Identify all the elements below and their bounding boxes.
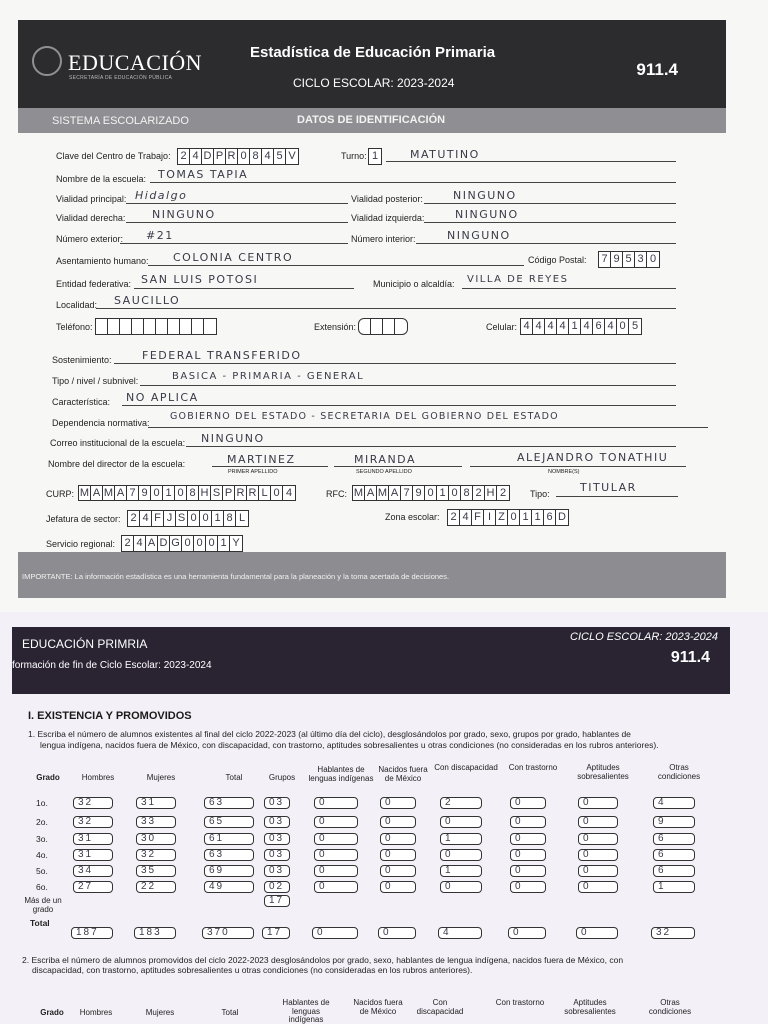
rfc-char: 2 xyxy=(473,486,485,500)
cell-discapacidad[interactable]: 0 xyxy=(440,849,482,861)
municipio-value[interactable]: VILLA DE REYES xyxy=(467,274,569,285)
cp-char: 0 xyxy=(649,253,657,265)
sostenimiento-value[interactable]: FEDERAL TRANSFERIDO xyxy=(142,349,302,362)
servicio-char: 1 xyxy=(218,536,230,551)
servicio-char: 0 xyxy=(194,536,206,551)
question-1-line2: lengua indígena, nacidos fuera de México, con discapacidad, con trastorno, aptitudes sobresalientes u otras condiciones (no consideradas en los rubros anteriores). xyxy=(40,740,659,750)
total-aptitudes[interactable]: 0 xyxy=(576,927,618,939)
sostenimiento-label: Sostenimiento: xyxy=(52,355,112,365)
rfc-char: 9 xyxy=(413,486,425,500)
cp-char: 7 xyxy=(599,252,611,267)
cp-char: 3 xyxy=(635,252,647,267)
tipo-value[interactable]: BASICA - PRIMARIA - GENERAL xyxy=(172,371,365,382)
vial-izquierda-label: Vialidad izquierda: xyxy=(351,213,425,223)
zona-char: F xyxy=(472,510,484,525)
curp-char: 0 xyxy=(151,486,163,500)
cell-total[interactable]: 65 xyxy=(204,816,254,828)
rfc-char: 0 xyxy=(425,486,437,500)
entidad-label: Entidad federativa: xyxy=(56,279,132,289)
telefono-char xyxy=(96,319,108,334)
cell-discapacidad[interactable]: 0 xyxy=(440,816,482,828)
cell-grupos[interactable]: 03 xyxy=(264,865,290,877)
cell-trastorno[interactable]: 0 xyxy=(510,865,546,877)
clave-char: 4 xyxy=(262,149,274,164)
curp-char: L xyxy=(259,486,271,500)
cell-aptitudes[interactable]: 0 xyxy=(578,797,618,809)
servicio-char: 0 xyxy=(206,536,218,551)
tipo-director-label: Tipo: xyxy=(530,489,550,499)
celular-label: Celular: xyxy=(486,322,518,332)
turno-name[interactable]: MATUTINO xyxy=(410,148,480,161)
num-int-value[interactable]: NINGUNO xyxy=(447,229,511,242)
telefono-label: Teléfono: xyxy=(56,322,93,332)
cell-hombres[interactable]: 31 xyxy=(73,833,113,845)
column-header-2: Con discapacidad xyxy=(416,998,464,1016)
total-nacidos[interactable]: 0 xyxy=(378,927,416,939)
cell-otras[interactable]: 9 xyxy=(653,816,695,828)
cell-discapacidad[interactable]: 1 xyxy=(440,865,482,877)
localidad-label: Localidad: xyxy=(56,300,98,310)
zona-char: 1 xyxy=(520,510,532,525)
zona-char: I xyxy=(484,510,496,525)
zona-char: 4 xyxy=(460,510,472,525)
clave-char: P xyxy=(214,149,226,164)
vial-derecha-value[interactable]: NINGUNO xyxy=(152,208,216,221)
cp-field[interactable] xyxy=(598,251,660,268)
cell-nacidos[interactable]: 0 xyxy=(380,849,416,861)
page-title: Estadística de Educación Primaria xyxy=(250,44,496,61)
grade-label: 1o. xyxy=(36,798,48,808)
curp-char: 0 xyxy=(175,486,187,500)
zona-field[interactable] xyxy=(447,509,569,526)
page1-header xyxy=(18,20,726,108)
jefatura-char: 0 xyxy=(200,511,212,526)
zona-label: Zona escolar: xyxy=(385,512,440,522)
servicio-char: 2 xyxy=(122,536,134,551)
cell-mujeres[interactable]: 22 xyxy=(136,881,176,893)
cell-grupos[interactable]: 02 xyxy=(264,881,290,893)
cell-aptitudes[interactable]: 0 xyxy=(578,816,618,828)
column-header-2: Otras condiciones xyxy=(648,998,692,1016)
servicio-field[interactable] xyxy=(121,535,243,552)
cell-hablantes[interactable]: 0 xyxy=(314,881,358,893)
curp-char: H xyxy=(199,486,211,500)
caracteristica-value[interactable]: NO APLICA xyxy=(126,391,199,404)
importante-footer xyxy=(18,552,726,598)
municipio-label: Municipio o alcaldía: xyxy=(373,279,455,289)
column-header: Hombres xyxy=(81,773,115,782)
jefatura-char: 2 xyxy=(128,511,140,526)
escuela-value[interactable]: TOMAS TAPIA xyxy=(158,168,249,181)
grade-label: 5o. xyxy=(36,866,48,876)
column-header-2: Nacidos fuera de México xyxy=(353,998,403,1016)
jefatura-char: 0 xyxy=(188,511,200,526)
column-header: Mujeres xyxy=(146,773,176,782)
vial-izquierda-value[interactable]: NINGUNO xyxy=(455,208,519,221)
clave-char: D xyxy=(202,149,214,164)
form-number: 911.4 xyxy=(636,60,678,79)
cell-otras[interactable]: 6 xyxy=(653,849,695,861)
column-header-2: Aptitudes sobresalientes xyxy=(564,998,616,1016)
curp-char: 7 xyxy=(127,486,139,500)
system-label: SISTEMA ESCOLARIZADO xyxy=(52,115,189,127)
turno-code-field[interactable] xyxy=(368,148,382,165)
correo-value[interactable]: NINGUNO xyxy=(201,432,265,445)
turno-code: 1 xyxy=(371,150,379,162)
cell-aptitudes[interactable]: 0 xyxy=(578,865,618,877)
extension-char xyxy=(383,319,395,334)
dependencia-label: Dependencia normativa: xyxy=(52,418,150,428)
page2-brand: EDUCACIÓN PRIMRIA xyxy=(22,637,148,651)
total-label: Total xyxy=(30,918,50,928)
celular-char: 0 xyxy=(617,319,629,334)
cp-char: 5 xyxy=(623,252,635,267)
celular-char: 4 xyxy=(533,319,545,334)
celular-char: 4 xyxy=(557,319,569,334)
cell-hablantes[interactable]: 0 xyxy=(314,833,358,845)
cell-nacidos[interactable]: 0 xyxy=(380,816,416,828)
curp-char: R xyxy=(247,486,259,500)
cell-nacidos[interactable]: 0 xyxy=(380,865,416,877)
cell-otras[interactable]: 6 xyxy=(653,865,695,877)
extension-field[interactable] xyxy=(358,318,408,335)
cell-nacidos[interactable]: 0 xyxy=(380,881,416,893)
jefatura-char: 8 xyxy=(224,511,236,526)
curp-char: 1 xyxy=(163,486,175,500)
curp-char: R xyxy=(235,486,247,500)
column-header-2: Total xyxy=(221,1008,239,1017)
curp-field[interactable] xyxy=(78,485,296,501)
cell-otras[interactable]: 4 xyxy=(653,797,695,809)
cell-trastorno[interactable]: 0 xyxy=(510,816,546,828)
cp-label: Código Postal: xyxy=(528,255,587,265)
clave-label: Clave del Centro de Trabajo: xyxy=(56,151,171,161)
clave-char: V xyxy=(288,150,296,162)
cell-hablantes[interactable]: 0 xyxy=(314,865,358,877)
clave-char: R xyxy=(226,149,238,164)
cell-hablantes[interactable]: 0 xyxy=(314,849,358,861)
cell-hombres[interactable]: 31 xyxy=(73,849,113,861)
director-ap1[interactable]: MARTINEZ xyxy=(227,453,296,466)
extension-label: Extensión: xyxy=(314,322,357,332)
clave-char: 4 xyxy=(190,149,202,164)
tipo-director-value[interactable]: TITULAR xyxy=(580,481,637,494)
cell-mujeres[interactable]: 33 xyxy=(136,816,176,828)
cell-grupos[interactable]: 03 xyxy=(264,797,290,809)
rfc-char: H xyxy=(485,486,497,500)
cell-nacidos[interactable]: 0 xyxy=(380,797,416,809)
grade-label: 4o. xyxy=(36,850,48,860)
extension-char xyxy=(395,319,407,334)
correo-label: Correo institucional de la escuela: xyxy=(50,438,186,448)
brand-logo: EDUCACIÓN xyxy=(68,50,203,75)
asentamiento-label: Asentamiento humano: xyxy=(56,256,149,266)
column-header: Total xyxy=(225,773,243,782)
telefono-field[interactable] xyxy=(95,318,217,335)
telefono-char xyxy=(144,319,156,334)
column-header: Grupos xyxy=(268,773,296,782)
column-header-2: Con trastorno xyxy=(495,998,545,1007)
celular-char: 4 xyxy=(581,319,593,334)
num-ext-label: Número exterior: xyxy=(56,234,124,244)
section-title: DATOS DE IDENTIFICACIÓN xyxy=(297,114,446,126)
cell-grupos[interactable]: 03 xyxy=(264,833,290,845)
jefatura-char: 4 xyxy=(140,511,152,526)
rfc-char: 1 xyxy=(437,486,449,500)
telefono-char xyxy=(192,319,204,334)
celular-char: 4 xyxy=(605,319,617,334)
turno-label: Turno: xyxy=(341,151,367,161)
entidad-value[interactable]: SAN LUIS POTOSI xyxy=(141,273,259,286)
mas-grado-label: Más de un grado xyxy=(24,896,62,914)
cell-otras[interactable]: 6 xyxy=(653,833,695,845)
curp-char: 8 xyxy=(187,486,199,500)
rfc-char: A xyxy=(389,486,401,500)
curp-char: 9 xyxy=(139,486,151,500)
cell-aptitudes[interactable]: 0 xyxy=(578,849,618,861)
servicio-char: 4 xyxy=(134,536,146,551)
cell-discapacidad[interactable]: 2 xyxy=(440,797,482,809)
rfc-char: M xyxy=(377,487,388,499)
clave-char: 0 xyxy=(238,149,250,164)
cell-total[interactable]: 61 xyxy=(204,833,254,845)
telefono-char xyxy=(204,319,216,334)
cell-discapacidad[interactable]: 0 xyxy=(440,881,482,893)
celular-char: 1 xyxy=(569,319,581,334)
servicio-char: A xyxy=(146,536,158,551)
total-hablantes[interactable]: 0 xyxy=(312,927,358,939)
column-header: Nacidos fuera de México xyxy=(378,765,428,783)
rfc-char: M xyxy=(353,487,364,499)
total-trastorno[interactable]: 0 xyxy=(508,927,546,939)
total-hombres[interactable]: 187 xyxy=(71,927,113,939)
telefono-char xyxy=(180,319,192,334)
escuela-label: Nombre de la escuela: xyxy=(56,174,147,184)
curp-char: 4 xyxy=(285,487,293,499)
cell-grupos[interactable]: 03 xyxy=(264,849,290,861)
page2-cycle: CICLO ESCOLAR: 2023-2024 xyxy=(570,631,718,643)
rfc-char: A xyxy=(365,486,377,500)
curp-char: A xyxy=(115,486,127,500)
extension-char xyxy=(359,319,371,334)
cell-total[interactable]: 49 xyxy=(204,881,254,893)
cell-trastorno[interactable]: 0 xyxy=(510,833,546,845)
column-header: Grado xyxy=(36,773,60,782)
telefono-char xyxy=(168,319,180,334)
jefatura-char: J xyxy=(164,511,176,526)
total-discapacidad[interactable]: 4 xyxy=(438,927,482,939)
question-2-line1: 2. Escriba el número de alumnos promovidos del ciclo 2022-2023 desglosándolos por grado, sexo, hablantes de lengua indígena, nacidos fuera de México, con xyxy=(22,955,624,965)
grade-label: 6o. xyxy=(36,882,48,892)
clave-field[interactable] xyxy=(177,148,299,165)
cell-mas-grado-grupos[interactable]: 17 xyxy=(264,895,290,907)
rfc-char: 2 xyxy=(499,487,507,499)
zona-char: 0 xyxy=(508,510,520,525)
servicio-char: D xyxy=(158,536,170,551)
cell-aptitudes[interactable]: 0 xyxy=(578,833,618,845)
column-header-2: Mujeres xyxy=(145,1008,175,1017)
curp-char: 0 xyxy=(271,486,283,500)
jefatura-char: S xyxy=(176,511,188,526)
school-cycle: CICLO ESCOLAR: 2023-2024 xyxy=(293,76,455,90)
jefatura-char: F xyxy=(152,511,164,526)
jefatura-char: 1 xyxy=(212,511,224,526)
jefatura-label: Jefatura de sector: xyxy=(46,514,121,524)
cell-nacidos[interactable]: 0 xyxy=(380,833,416,845)
grade-label: 3o. xyxy=(36,834,48,844)
telefono-char xyxy=(120,319,132,334)
zona-char: 2 xyxy=(448,510,460,525)
cell-mujeres[interactable]: 31 xyxy=(136,797,176,809)
curp-char: P xyxy=(223,486,235,500)
cell-mujeres[interactable]: 32 xyxy=(136,849,176,861)
servicio-char: G xyxy=(170,536,182,551)
cell-total[interactable]: 63 xyxy=(204,849,254,861)
curp-char: A xyxy=(91,486,103,500)
cell-hablantes[interactable]: 0 xyxy=(314,816,358,828)
question-2-line2: discapacidad, con trastorno, aptitudes sobresalientes u otras condiciones (no consideradas en los rubros anteriores). xyxy=(32,965,473,975)
rfc-char: 8 xyxy=(461,486,473,500)
curp-char: M xyxy=(103,487,114,499)
column-header: Con trastorno xyxy=(508,763,558,772)
cell-hombres[interactable]: 34 xyxy=(73,865,113,877)
num-int-label: Número interior: xyxy=(351,234,416,244)
telefono-char xyxy=(132,319,144,334)
cell-trastorno[interactable]: 0 xyxy=(510,797,546,809)
cap-primer-apellido: PRIMER APELLIDO xyxy=(228,469,278,475)
zona-char: Z xyxy=(496,510,508,525)
celular-char: 5 xyxy=(631,320,639,332)
grade-label: 2o. xyxy=(36,817,48,827)
question-1-line1: 1. Escriba el número de alumnos existentes al final del ciclo 2022-2023 (al último día del ciclo), desglosándolos por grado, sexo, grupos por grado, hablantes de xyxy=(28,729,631,739)
vial-posterior-value[interactable]: NINGUNO xyxy=(453,189,517,202)
clave-char: 5 xyxy=(274,149,286,164)
page2-header xyxy=(12,627,730,694)
dependencia-value[interactable]: GOBIERNO DEL ESTADO - SECRETARIA DEL GOBIERNO DEL ESTADO xyxy=(170,411,559,422)
jefatura-char: L xyxy=(238,512,246,524)
zona-char: D xyxy=(558,511,566,523)
rfc-char: 0 xyxy=(449,486,461,500)
curp-char: M xyxy=(79,487,90,499)
cell-trastorno[interactable]: 0 xyxy=(510,849,546,861)
num-ext-value[interactable]: #21 xyxy=(146,229,174,242)
celular-field[interactable] xyxy=(520,318,642,335)
cell-discapacidad[interactable]: 1 xyxy=(440,833,482,845)
total-total[interactable]: 370 xyxy=(202,927,254,939)
localidad-value[interactable]: SAUCILLO xyxy=(114,294,181,307)
form-page-existencia xyxy=(0,612,768,1024)
zona-char: 6 xyxy=(544,510,556,525)
cell-hablantes[interactable]: 0 xyxy=(314,797,358,809)
clave-char: 8 xyxy=(250,149,262,164)
curp-char: S xyxy=(211,486,223,500)
brand-subtitle: SECRETARÍA DE EDUCACIÓN PÚBLICA xyxy=(69,75,173,81)
cell-grupos[interactable]: 03 xyxy=(264,816,290,828)
rfc-label: RFC: xyxy=(326,489,347,499)
government-seal-icon xyxy=(32,46,62,76)
total-mujeres[interactable]: 183 xyxy=(134,927,176,939)
cell-otras[interactable]: 1 xyxy=(653,881,695,893)
extension-char xyxy=(371,319,383,334)
cell-trastorno[interactable]: 0 xyxy=(510,881,546,893)
celular-char: 4 xyxy=(545,319,557,334)
tipo-label: Tipo / nivel / subnivel: xyxy=(52,376,139,386)
servicio-char: Y xyxy=(232,537,240,549)
celular-char: 4 xyxy=(521,319,533,334)
curp-label: CURP: xyxy=(46,489,75,499)
caracteristica-label: Característica: xyxy=(52,397,111,407)
cell-aptitudes[interactable]: 0 xyxy=(578,881,618,893)
column-header: Hablantes de lenguas indígenas xyxy=(308,765,374,783)
rfc-field[interactable] xyxy=(352,485,510,501)
importante-text: IMPORTANTE: La información estadística es una herramienta fundamental para la planeación y la toma acertada de decisiones. xyxy=(22,572,450,581)
director-label: Nombre del director de la escuela: xyxy=(48,459,186,469)
page2-subtitle: formación de fin de Ciclo Escolar: 2023-2024 xyxy=(12,660,212,671)
column-header-2: Hablantes de lenguas indígenas xyxy=(282,998,330,1024)
cp-char: 9 xyxy=(611,252,623,267)
vial-principal-label: Vialidad principal: xyxy=(56,194,127,204)
rfc-char: 7 xyxy=(401,486,413,500)
cell-mujeres[interactable]: 35 xyxy=(136,865,176,877)
asentamiento-value[interactable]: COLONIA CENTRO xyxy=(173,251,294,264)
vial-principal-value[interactable]: Hidalgo xyxy=(135,189,188,202)
column-header-2: Grado xyxy=(40,1008,64,1017)
telefono-char xyxy=(108,319,120,334)
vial-posterior-label: Vialidad posterior: xyxy=(351,194,423,204)
director-nombre[interactable]: ALEJANDRO TONATHIU xyxy=(517,451,669,464)
section-bar xyxy=(18,108,726,133)
director-ap2[interactable]: MIRANDA xyxy=(354,453,416,466)
cap-segundo-apellido: SEGUNDO APELLIDO xyxy=(356,469,412,475)
telefono-char xyxy=(156,319,168,334)
cell-total[interactable]: 63 xyxy=(204,797,254,809)
column-header: Aptitudes sobresalientes xyxy=(577,763,629,781)
total-otras[interactable]: 32 xyxy=(651,927,695,939)
celular-char: 6 xyxy=(593,319,605,334)
cell-hombres[interactable]: 27 xyxy=(73,881,113,893)
vial-derecha-label: Vialidad derecha: xyxy=(56,213,126,223)
cell-hombres[interactable]: 32 xyxy=(73,816,113,828)
servicio-label: Servicio regional: xyxy=(46,539,116,549)
page2-form-number: 911.4 xyxy=(670,649,710,666)
total-grupos[interactable]: 17 xyxy=(262,927,290,939)
servicio-char: 0 xyxy=(182,536,194,551)
column-header: Con discapacidad xyxy=(434,763,498,772)
zona-char: 1 xyxy=(532,510,544,525)
column-header-2: Hombres xyxy=(79,1008,113,1017)
column-header: Otras condiciones xyxy=(657,763,701,781)
cell-total[interactable]: 69 xyxy=(204,865,254,877)
clave-char: 2 xyxy=(178,149,190,164)
cap-nombre: NOMBRE(S) xyxy=(548,469,580,475)
cell-hombres[interactable]: 32 xyxy=(73,797,113,809)
jefatura-field[interactable] xyxy=(127,510,249,527)
section-title: I. EXISTENCIA Y PROMOVIDOS xyxy=(28,710,192,722)
cell-mujeres[interactable]: 30 xyxy=(136,833,176,845)
